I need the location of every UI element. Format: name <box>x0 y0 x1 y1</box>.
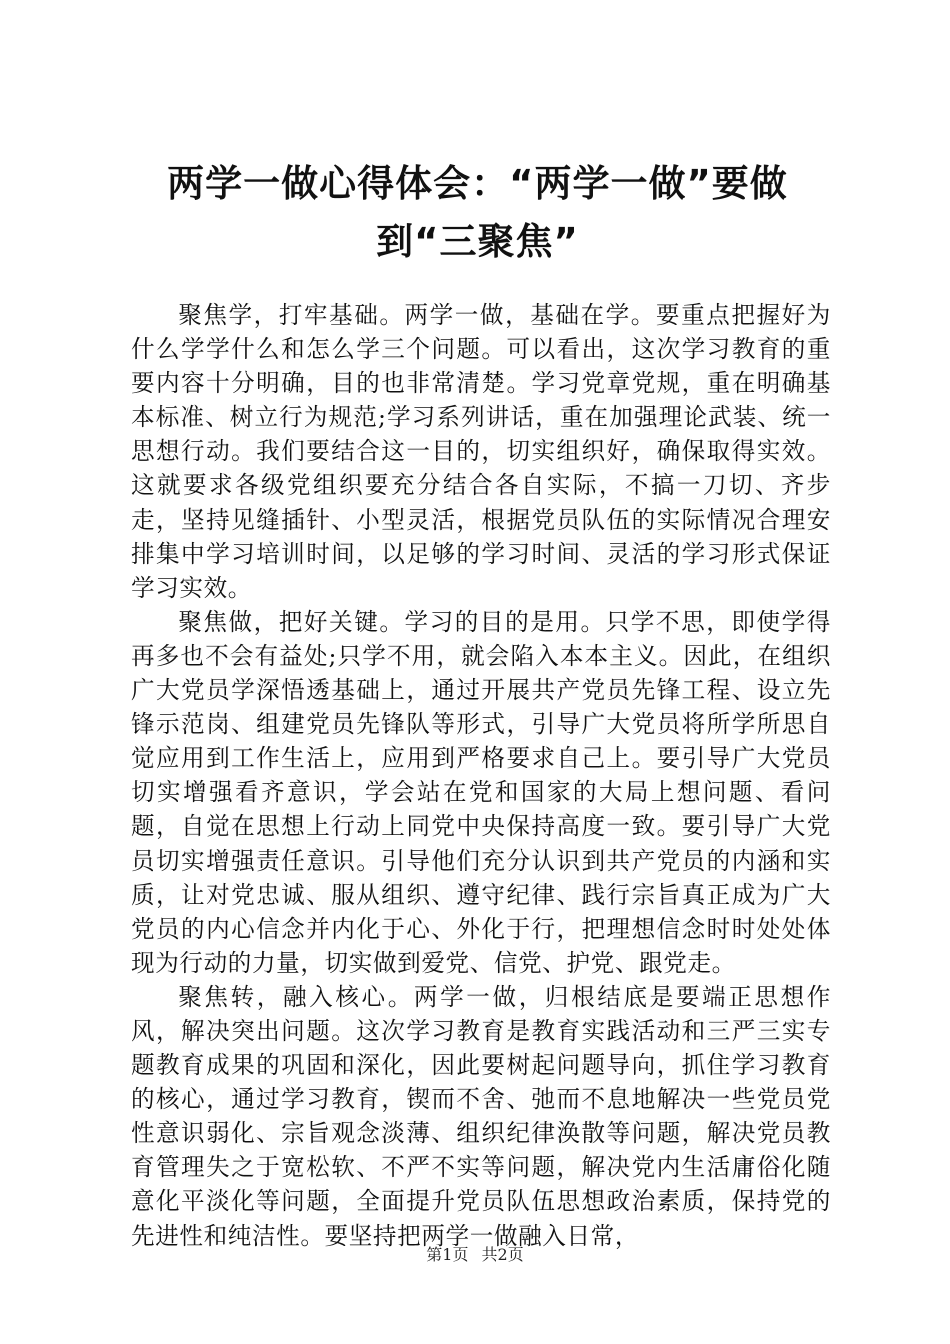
paragraph-2: 聚焦做，把好关键。学习的目的是用。只学不思，即使学得再多也不会有益处;只学不用，就会陷入本本主义。因此，在组织广大党员学深悟透基础上，通过开展共产党员先锋工程、设立先锋示范岗、组建党员先锋队等形式，引导广大党员将所学所思自觉应用到工作生活上，应用到严格要求自己上。要引导广大党员切实增强看齐意识，学会站在党和国家的大局上想问题、看问题，自觉在思想上行动上同党中央保持高度一致。要引导广大党员切实增强责任意识。引导他们充分认识到共产党员的内涵和实质，让对党忠诚、服从组织、遵守纪律、践行宗旨真正成为广大党员的内心信念并内化于心、外化于行，把理想信念时时处处体现为行动的力量，切实做到爱党、信党、护党、跟党走。 <box>131 607 831 977</box>
page-footer <box>0 1244 950 1266</box>
paragraph-1: 聚焦学，打牢基础。两学一做，基础在学。要重点把握好为什么学学什么和怎么学三个问题。可以看出，这次学习教育的重要内容十分明确，目的也非常清楚。学习党章党规，重在明确基本标准、树立行为规范;学习系列讲话，重在加强理论武装、统一思想行动。我们要结合这一目的，切实组织好，确保取得实效。这就要求各级党组织要充分结合各自实际，不搞一刀切、齐步走，坚持见缝插针、小型灵活，根据党员队伍的实际情况合理安排集中学习培训时间，以足够的学习时间、灵活的学习形式保证学习实效。 <box>131 301 831 602</box>
page-number: 第1页 <box>426 1245 469 1264</box>
document-title: 两学一做心得体会：“两学一做”要做到“三聚焦” <box>167 162 788 263</box>
document-body <box>131 298 831 1253</box>
paragraph-3: 聚焦转，融入核心。两学一做，归根结底是要端正思想作风，解决突出问题。这次学习教育是教育实践活动和三严三实专题教育成果的巩固和深化，因此要树起问题导向，抓住学习教育的核心，通过学习教育，锲而不舍、弛而不息地解决一些党员党性意识弱化、宗旨观念淡薄、组织纪律涣散等问题，解决党员教育管理失之于宽松软、不严不实等问题，解决党内生活庸俗化随意化平淡化等问题，全面提升党员队伍思想政治素质，保持党的先进性和纯洁性。要坚持把两学一做融入日常， <box>131 982 831 1250</box>
page-total: 共2页 <box>481 1245 524 1264</box>
